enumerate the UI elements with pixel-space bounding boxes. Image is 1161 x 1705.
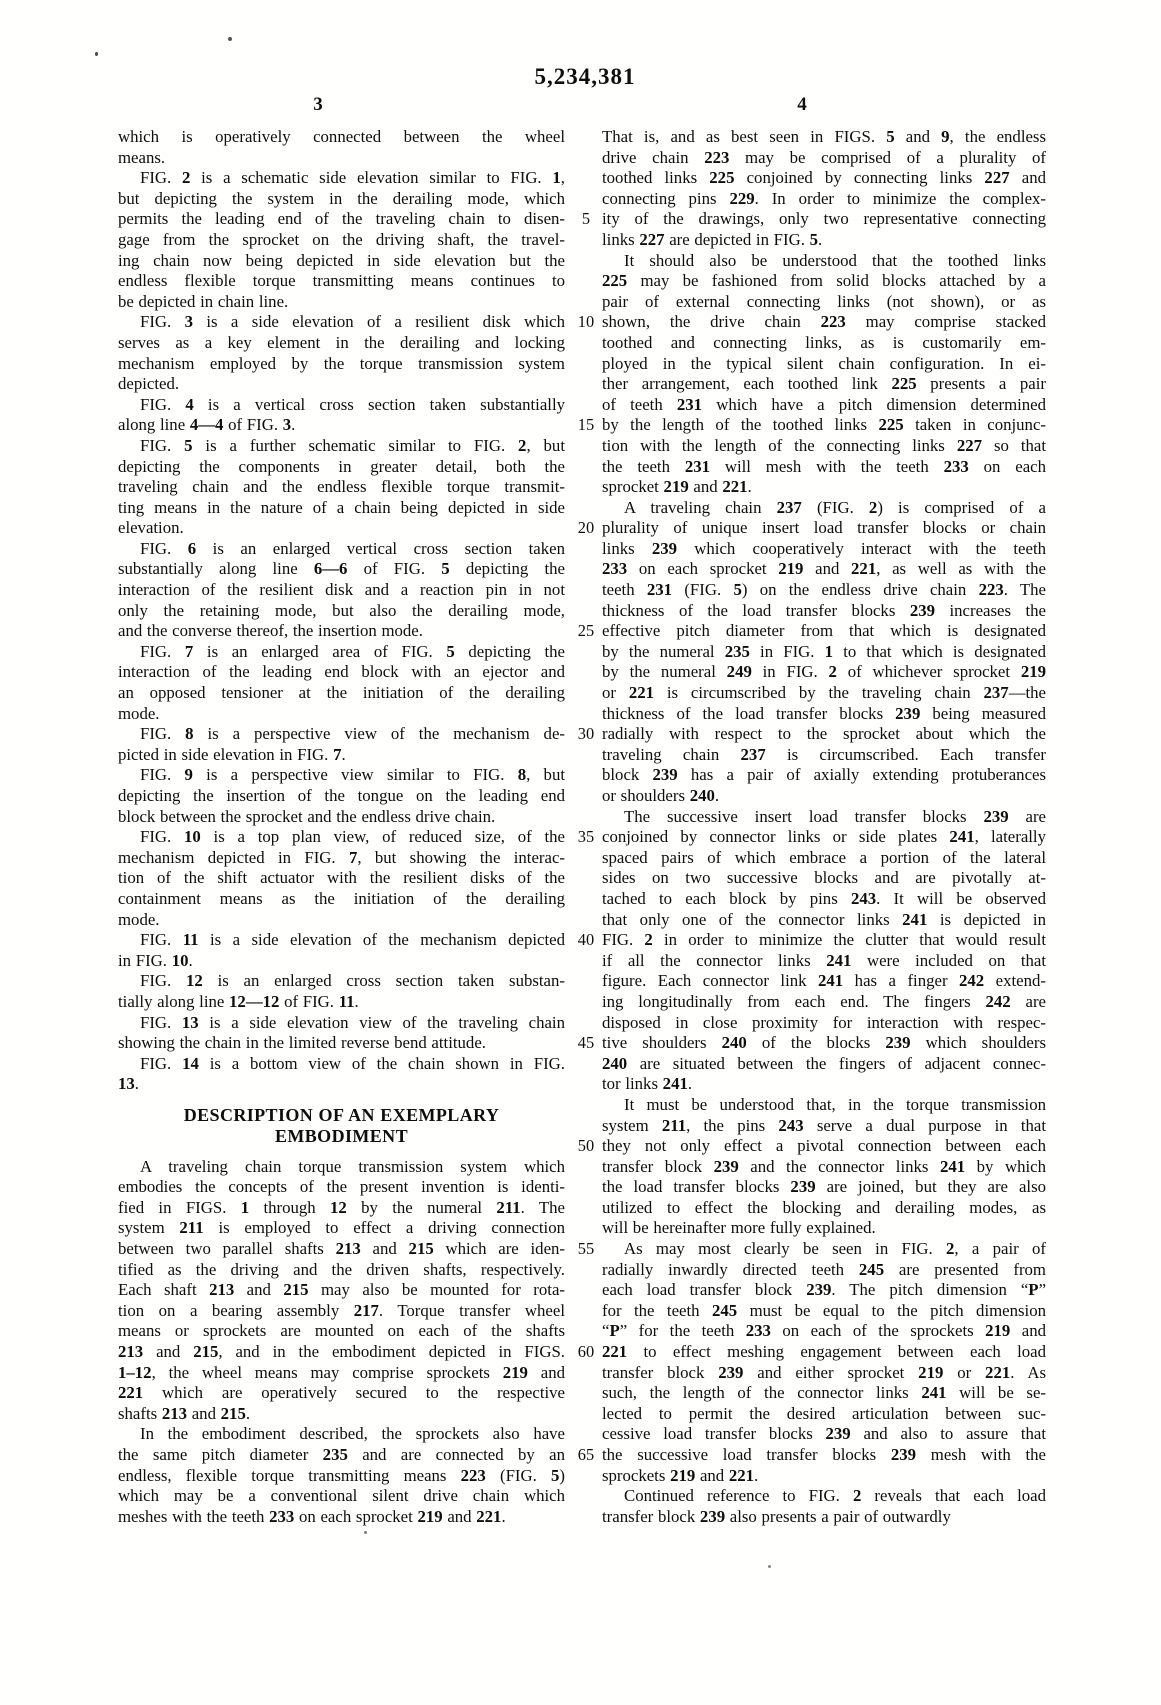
- paragraph: [602, 1486, 1046, 1527]
- scan-speck: [768, 1565, 771, 1568]
- text-line: FIG. 10 is a top plan view, of reduced size, of the: [140, 827, 565, 847]
- column-number-left: 3: [313, 94, 323, 115]
- heading-line: EMBODIMENT: [274, 1125, 408, 1146]
- text-line: each load transfer block 239. The pitch dimension “P”: [602, 1280, 1046, 1300]
- text-line: FIG. 4 is a vertical cross section taken substantially: [140, 394, 565, 414]
- text-line: shafts 213 and 215.: [118, 1403, 251, 1423]
- text-line: endless, flexible torque transmitting means 223 (FIG. 5): [118, 1465, 565, 1485]
- text-line: transfer block 239 and either sprocket 219 or 221. As: [602, 1362, 1046, 1382]
- text-line: serves as a key element in the derailing and locking: [118, 332, 565, 352]
- text-line: by the numeral 249 in FIG. 2 of whichever sprocket 219: [602, 662, 1046, 682]
- line-number: 40: [577, 930, 595, 950]
- patent-number: 5,234,381: [534, 64, 636, 89]
- paragraph: [118, 971, 565, 1012]
- text-line: of teeth 231 which have a pitch dimension determined: [602, 394, 1046, 414]
- text-line: which is operatively connected between the wheel: [118, 127, 565, 146]
- text-line: utilized to effect the blocking and derailing modes, as: [602, 1197, 1046, 1217]
- text-line: embodies the concepts of the present invention is identi-: [118, 1177, 565, 1197]
- text-line: depicting the insertion of the tongue on the leading end: [118, 786, 565, 805]
- paragraph: [602, 807, 1046, 1095]
- paragraph: [602, 1239, 1046, 1486]
- text-line: drive chain 223 may be comprised of a plurality of: [602, 147, 1046, 167]
- text-line: FIG. 2 in order to minimize the clutter that would result: [602, 930, 1046, 950]
- text-line: 1–12, the wheel means may comprise sprockets 219 and: [118, 1362, 565, 1382]
- text-line: an opposed tensioner at the initiation of the derailing: [118, 683, 565, 703]
- text-line: tially along line 12—12 of FIG. 11.: [118, 991, 359, 1011]
- text-line: tified as the driving and the driven shafts, respectively.: [118, 1259, 565, 1279]
- text-line: permits the leading end of the traveling chain to disen-: [118, 209, 565, 229]
- text-line: sprockets 219 and 221.: [602, 1465, 759, 1485]
- text-line: toothed and connecting links, as is customarily em-: [602, 332, 1046, 352]
- text-line: ther arrangement, each toothed link 225 presents a pair: [602, 374, 1046, 394]
- text-line: FIG. 11 is a side elevation of the mechanism depicted: [140, 930, 565, 950]
- line-number: 30: [577, 724, 595, 744]
- text-line: picted in side elevation in FIG. 7.: [118, 744, 346, 764]
- text-line: by the length of the toothed links 225 taken in conjunc-: [602, 415, 1046, 435]
- text-line: mechanism depicted in FIG. 7, but showing the interac-: [118, 847, 565, 867]
- text-line: radially inwardly directed teeth 245 are presented from: [602, 1259, 1046, 1279]
- text-line: the teeth 231 will mesh with the teeth 233 on each: [602, 456, 1046, 476]
- text-line: mode.: [118, 703, 160, 723]
- text-line: system 211, the pins 243 serve a dual purpose in that: [602, 1115, 1046, 1135]
- line-number: 55: [577, 1239, 595, 1259]
- line-number: 50: [577, 1136, 595, 1156]
- text-line: toothed links 225 conjoined by connecting links 227 and: [602, 168, 1046, 188]
- text-line: interaction of the resilient disk and a reaction pin in not: [118, 580, 565, 600]
- text-line: which may be a conventional silent drive chain which: [118, 1486, 565, 1506]
- text-line: lected to permit the desired articulation between suc-: [602, 1403, 1046, 1423]
- text-line: fied in FIGS. 1 through 12 by the numeral 211. The: [118, 1197, 565, 1217]
- text-line: tion with the length of the connecting links 227 so that: [602, 435, 1046, 455]
- line-number: 25: [577, 621, 595, 641]
- text-line: As may most clearly be seen in FIG. 2, a pair of: [624, 1239, 1046, 1259]
- text-line: ployed in the typical silent chain configuration. In ei-: [602, 353, 1046, 373]
- paragraph: [118, 1424, 565, 1527]
- text-line: FIG. 8 is a perspective view of the mechanism de-: [140, 724, 565, 744]
- line-number: 15: [577, 415, 595, 435]
- text-line: tor links 241.: [602, 1074, 693, 1094]
- paragraph: [602, 251, 1046, 498]
- text-line: mode.: [118, 909, 160, 929]
- paragraph: [118, 436, 565, 539]
- text-line: block between the sprocket and the endless drive chain.: [118, 806, 496, 826]
- text-line: by the numeral 235 in FIG. 1 to that which is designated: [602, 641, 1046, 661]
- text-line: means.: [118, 147, 166, 167]
- text-line: disposed in close proximity for interaction with respec-: [602, 1012, 1046, 1032]
- text-line: containment means as the initiation of the derailing: [118, 888, 565, 908]
- text-line: that only one of the connector links 241 is depicted in: [602, 909, 1046, 929]
- paragraph: [118, 827, 565, 930]
- text-line: conjoined by connector links or side plates 241, laterally: [602, 827, 1046, 847]
- text-line: “P” for the teeth 233 on each of the sprockets 219 and: [602, 1321, 1046, 1341]
- text-line: or shoulders 240.: [602, 786, 720, 805]
- text-line: 13.: [118, 1074, 139, 1094]
- text-line: FIG. 13 is a side elevation view of the traveling chain: [140, 1012, 565, 1032]
- text-line: depicted.: [118, 374, 180, 394]
- paragraph: [602, 127, 1046, 251]
- paragraph: [118, 1054, 565, 1095]
- paragraph: [118, 724, 565, 765]
- text-line: The successive insert load transfer blocks 239 are: [624, 806, 1046, 826]
- heading-line: DESCRIPTION OF AN EXEMPLARY: [183, 1105, 500, 1126]
- text-line: transfer block 239 also presents a pair of outwardly: [602, 1506, 951, 1526]
- text-line: sprocket 219 and 221.: [602, 477, 752, 497]
- text-line: FIG. 7 is an enlarged area of FIG. 5 depicting the: [140, 641, 565, 661]
- text-line: FIG. 9 is a perspective view similar to FIG. 8, but: [140, 765, 565, 785]
- text-line: FIG. 3 is a side elevation of a resilient disk which: [140, 312, 565, 332]
- text-line: FIG. 6 is an enlarged vertical cross section taken: [140, 538, 565, 558]
- text-line: sides on two successive blocks and are pivotally at-: [602, 868, 1046, 888]
- text-line: A traveling chain torque transmission system which: [140, 1156, 565, 1176]
- text-line: 225 may be fashioned from solid blocks attached by a: [602, 271, 1046, 291]
- text-line: traveling chain 237 is circumscribed. Each transfer: [602, 744, 1046, 764]
- text-line: tion on a bearing assembly 217. Torque transfer wheel: [118, 1300, 565, 1320]
- text-line: substantially along line 6—6 of FIG. 5 depicting the: [118, 559, 565, 579]
- line-number: 60: [577, 1342, 595, 1362]
- text-line: endless flexible torque transmitting means continues to: [118, 271, 565, 291]
- text-line: they not only effect a pivotal connection between each: [602, 1136, 1046, 1156]
- text-line: along line 4—4 of FIG. 3.: [118, 415, 296, 435]
- text-line: depicting the components in greater detail, both the: [118, 456, 565, 476]
- text-line: ting means in the nature of a chain being depicted in side: [118, 497, 565, 517]
- text-line: connecting pins 229. In order to minimize the complex-: [602, 188, 1046, 208]
- text-line: or 221 is circumscribed by the traveling chain 237—the: [602, 683, 1046, 703]
- text-line: block 239 has a pair of axially extending protuberances: [602, 765, 1046, 785]
- text-line: FIG. 14 is a bottom view of the chain shown in FIG.: [140, 1053, 565, 1073]
- paragraph: [118, 1013, 565, 1054]
- text-line: the load transfer blocks 239 are joined, but they are also: [602, 1177, 1046, 1197]
- text-line: elevation.: [118, 518, 184, 538]
- column-number-right: 4: [797, 94, 807, 115]
- text-line: will be hereinafter more fully explained.: [602, 1218, 876, 1238]
- text-line: FIG. 5 is a further schematic similar to FIG. 2, but: [140, 435, 565, 455]
- paragraph: [118, 312, 565, 394]
- text-line: the successive load transfer blocks 239 mesh with the: [602, 1445, 1046, 1464]
- section-heading: [118, 1095, 565, 1157]
- text-line: pair of external connecting links (not shown), or as: [602, 291, 1046, 311]
- text-line: In the embodiment described, the sprockets also have: [140, 1424, 565, 1444]
- text-line: Continued reference to FIG. 2 reveals that each load: [624, 1486, 1046, 1506]
- text-line: tion of the shift actuator with the resilient disks of the: [118, 868, 565, 888]
- left-column: [118, 127, 565, 1527]
- text-line: effective pitch diameter from that which is designated: [602, 621, 1046, 641]
- text-line: in FIG. 10.: [118, 950, 193, 970]
- text-line: transfer block 239 and the connector links 241 by which: [602, 1156, 1046, 1176]
- paragraph: [118, 127, 565, 168]
- text-line: the same pitch diameter 235 and are connected by an: [118, 1445, 565, 1465]
- text-line: That is, and as best seen in FIGS. 5 and 9, the endless: [602, 127, 1046, 146]
- text-line: plurality of unique insert load transfer blocks or chain: [602, 518, 1046, 538]
- text-line: ing chain now being depicted in side elevation but the: [118, 250, 565, 270]
- text-line: 213 and 215, and in the embodiment depicted in FIGS.: [118, 1342, 565, 1362]
- line-number: 5: [581, 209, 591, 229]
- text-line: for the teeth 245 must be equal to the pitch dimension: [602, 1300, 1046, 1320]
- text-line: tive shoulders 240 of the blocks 239 which shoulders: [602, 1033, 1046, 1053]
- text-line: 233 on each sprocket 219 and 221, as well as with the: [602, 559, 1046, 579]
- text-line: such, the length of the connector links 241 will be se-: [602, 1383, 1046, 1403]
- text-line: only the retaining mode, but also the derailing mode,: [118, 600, 565, 620]
- text-line: cessive load transfer blocks 239 and also to assure that: [602, 1424, 1046, 1444]
- text-line: system 211 is employed to effect a driving connection: [118, 1218, 565, 1238]
- line-number: 45: [577, 1033, 595, 1053]
- scan-speck: [95, 52, 98, 56]
- text-line: links 227 are depicted in FIG. 5.: [602, 229, 823, 249]
- text-line: between two parallel shafts 213 and 215 which are iden-: [118, 1239, 565, 1259]
- paragraph: [118, 168, 565, 312]
- text-line: traveling chain and the endless flexible torque transmit-: [118, 477, 565, 497]
- text-line: links 239 which cooperatively interact with the teeth: [602, 538, 1046, 558]
- text-line: gage from the sprocket on the driving shaft, the travel-: [118, 229, 565, 249]
- text-line: spaced pairs of which embrace a portion of the lateral: [602, 847, 1046, 867]
- text-line: 221 to effect meshing engagement between each load: [602, 1342, 1046, 1362]
- paragraph: [118, 765, 565, 827]
- text-line: Each shaft 213 and 215 may also be mounted for rota-: [118, 1280, 565, 1300]
- paragraph: [118, 539, 565, 642]
- text-line: if all the connector links 241 were included on that: [602, 950, 1046, 970]
- right-column: [602, 127, 1046, 1527]
- text-line: tached to each block by pins 243. It will be observed: [602, 888, 1046, 908]
- scan-speck: [364, 1531, 367, 1534]
- line-number: 20: [577, 518, 595, 538]
- text-line: ity of the drawings, only two representative connecting: [602, 209, 1046, 229]
- text-line: and the converse thereof, the insertion mode.: [118, 621, 423, 641]
- text-line: A traveling chain 237 (FIG. 2) is comprised of a: [624, 497, 1046, 517]
- text-line: meshes with the teeth 233 on each sprocket 219 and 221.: [118, 1506, 506, 1526]
- text-line: teeth 231 (FIG. 5) on the endless drive chain 223. The: [602, 580, 1046, 600]
- paragraph: [118, 1157, 565, 1425]
- scan-speck: [228, 37, 232, 41]
- text-line: 221 which are operatively secured to the respective: [118, 1383, 565, 1403]
- text-line: showing the chain in the limited reverse bend attitude.: [118, 1033, 486, 1053]
- text-line: shown, the drive chain 223 may comprise stacked: [602, 312, 1046, 332]
- text-line: but depicting the system in the derailing mode, which: [118, 188, 565, 208]
- text-line: thickness of the load transfer blocks 239 being measured: [602, 703, 1046, 723]
- text-line: be depicted in chain line.: [118, 291, 289, 311]
- paragraph: [602, 498, 1046, 807]
- gutter-line-numbers: [568, 127, 604, 1527]
- text-line: It should also be understood that the toothed links: [624, 250, 1046, 270]
- text-line: It must be understood that, in the torque transmission: [624, 1094, 1046, 1114]
- text-line: means or sprockets are mounted on each of the shafts: [118, 1321, 565, 1341]
- text-line: FIG. 2 is a schematic side elevation similar to FIG. 1,: [140, 168, 565, 188]
- text-line: ing longitudinally from each end. The fingers 242 are: [602, 991, 1046, 1011]
- text-line: interaction of the leading end block with an ejector and: [118, 662, 565, 682]
- paragraph: [118, 930, 565, 971]
- line-number: 65: [577, 1445, 595, 1465]
- paragraph: [118, 642, 565, 724]
- line-number: 35: [577, 827, 595, 847]
- text-line: FIG. 12 is an enlarged cross section taken substan-: [140, 971, 565, 991]
- text-line: radially with respect to the sprocket about which the: [602, 724, 1046, 744]
- text-line: mechanism employed by the torque transmission system: [118, 353, 565, 373]
- text-line: 240 are situated between the fingers of adjacent connec-: [602, 1053, 1046, 1073]
- line-number: 10: [577, 312, 595, 332]
- text-line: figure. Each connector link 241 has a finger 242 extend-: [602, 971, 1046, 991]
- paragraph: [602, 1095, 1046, 1239]
- text-line: thickness of the load transfer blocks 239 increases the: [602, 600, 1046, 620]
- paragraph: [118, 395, 565, 436]
